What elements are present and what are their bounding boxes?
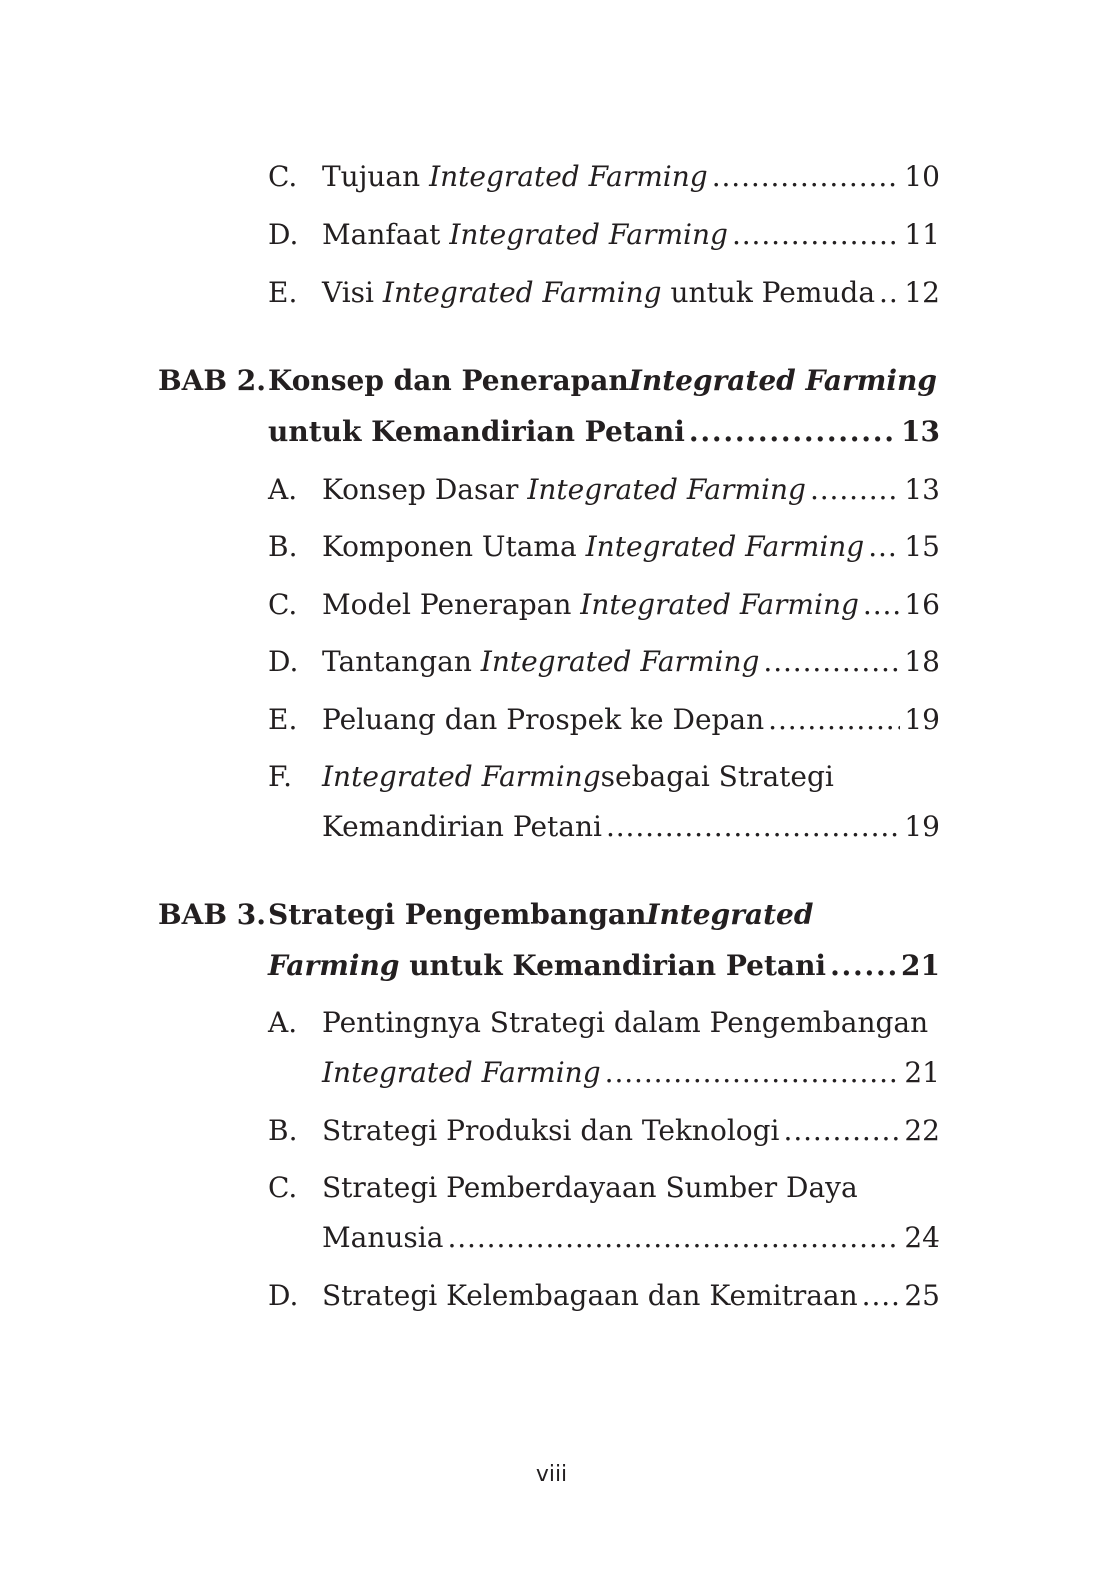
entry-text: Strategi Kelembagaan dan Kemitraan xyxy=(322,1279,858,1312)
toc-letter: C. xyxy=(268,588,298,621)
toc-entry[interactable] xyxy=(322,473,940,506)
toc-letter: F. xyxy=(268,760,292,793)
entry-text: Tujuan xyxy=(322,160,430,193)
toc-letter: B. xyxy=(268,530,298,563)
chapter-label: BAB 2. xyxy=(158,364,267,397)
entry-text: Tantangan xyxy=(322,645,481,678)
page-number: 19 xyxy=(904,703,940,736)
entry-text: Manusia xyxy=(322,1221,444,1254)
chapter-title-line2[interactable] xyxy=(268,949,940,982)
toc-entry[interactable] xyxy=(322,588,940,621)
chapter-title-line2[interactable] xyxy=(268,415,940,448)
entry-italic: Integrated Farming xyxy=(480,645,760,678)
toc-letter: C. xyxy=(268,160,298,193)
toc-letter: D. xyxy=(268,1279,299,1312)
entry-text: Peluang dan Prospek ke Depan xyxy=(322,703,765,736)
toc-letter: D. xyxy=(268,645,299,678)
entry-italic: Integrated Farming xyxy=(580,588,859,621)
chapter-title-italic: Integrated Farming xyxy=(628,364,937,397)
toc-entry[interactable] xyxy=(322,645,940,678)
page-number: 13 xyxy=(901,415,940,448)
entry-text: Komponen Utama xyxy=(322,530,586,563)
page-number: 10 xyxy=(904,160,940,193)
chapter-title-text: Konsep dan Penerapan xyxy=(268,364,629,397)
toc-letter: B. xyxy=(268,1114,298,1147)
toc-letter: A. xyxy=(268,1006,298,1039)
entry-text: untuk Pemuda xyxy=(661,276,876,309)
page-number: 21 xyxy=(901,949,940,982)
leader-dots xyxy=(768,706,900,734)
page-number: 12 xyxy=(904,276,940,309)
toc-letter: E. xyxy=(268,276,298,309)
toc-entry[interactable] xyxy=(322,1279,940,1312)
entry-text: Model Penerapan xyxy=(322,588,581,621)
page-number: 22 xyxy=(904,1114,940,1147)
leader-dots xyxy=(879,279,900,307)
entry-italic: Integrated Farming xyxy=(322,1056,601,1089)
page-number: 19 xyxy=(904,810,940,843)
entry-italic: Integrated Farming xyxy=(585,530,865,563)
page-number: 11 xyxy=(904,218,940,251)
toc-entry[interactable] xyxy=(322,703,940,736)
entry-text: Strategi Pemberdayaan Sumber Daya xyxy=(322,1171,858,1204)
page-number: 13 xyxy=(904,473,940,506)
leader-dots xyxy=(763,648,900,676)
toc-entry-line1[interactable] xyxy=(322,760,834,793)
chapter-title-text: untuk Kemandirian Petani xyxy=(399,949,827,982)
page-number: 24 xyxy=(904,1221,940,1254)
entry-text: Visi xyxy=(322,276,383,309)
chapter-title-italic: Integrated xyxy=(646,898,814,931)
chapter-label: BAB 3. xyxy=(158,898,267,931)
leader-dots xyxy=(447,1224,900,1252)
page-number: 15 xyxy=(904,530,940,563)
toc-entry[interactable] xyxy=(322,530,940,563)
page-number: 16 xyxy=(904,588,940,621)
leader-dots xyxy=(606,813,900,841)
leader-dots xyxy=(712,163,901,191)
leader-dots xyxy=(863,591,900,619)
entry-italic: Integrated Farming xyxy=(322,760,601,793)
toc-entry-line1[interactable] xyxy=(322,1171,858,1204)
leader-dots xyxy=(868,533,900,561)
entry-italic: Integrated Farming xyxy=(382,276,662,309)
page-number: 18 xyxy=(904,645,940,678)
leader-dots xyxy=(605,1059,901,1087)
page-number: 21 xyxy=(904,1056,940,1089)
chapter-title-text: untuk Kemandirian Petani xyxy=(268,415,685,448)
chapter-title-line1[interactable] xyxy=(268,898,814,931)
toc-entry-line2[interactable] xyxy=(322,1056,940,1089)
entry-text: sebagai Strategi xyxy=(600,760,834,793)
toc-letter: D. xyxy=(268,218,299,251)
toc-letter: C. xyxy=(268,1171,298,1204)
entry-text: Strategi Produksi dan Teknologi xyxy=(322,1114,780,1147)
entry-text: Konsep Dasar xyxy=(322,473,528,506)
leader-dots xyxy=(732,221,900,249)
entry-italic: Integrated Farming xyxy=(449,218,728,251)
toc-entry-line2[interactable] xyxy=(322,810,940,843)
toc-entry-line2[interactable] xyxy=(322,1221,940,1254)
entry-italic: Integrated Farming xyxy=(429,160,708,193)
page-folio: viii xyxy=(535,1462,568,1487)
toc-letter: E. xyxy=(268,703,298,736)
toc-entry[interactable] xyxy=(322,1114,940,1147)
chapter-title-italic: Farming xyxy=(268,949,400,982)
toc-entry[interactable] xyxy=(322,218,940,251)
leader-dots xyxy=(862,1282,901,1310)
leader-dots xyxy=(810,476,900,504)
page-number: 25 xyxy=(904,1279,940,1312)
toc-letter: A. xyxy=(268,473,298,506)
entry-text: Pentingnya Strategi dalam Pengembangan xyxy=(322,1006,929,1039)
toc-entry[interactable] xyxy=(322,276,940,309)
chapter-title-line1[interactable] xyxy=(268,364,937,397)
leader-dots xyxy=(689,418,897,446)
chapter-title-text: Strategi Pengembangan xyxy=(268,898,647,931)
leader-dots xyxy=(784,1117,901,1145)
toc-entry[interactable] xyxy=(322,160,940,193)
entry-text: Kemandirian Petani xyxy=(322,810,602,843)
entry-text: Manfaat xyxy=(322,218,450,251)
leader-dots xyxy=(830,952,897,980)
entry-italic: Integrated Farming xyxy=(527,473,806,506)
toc-entry-line1[interactable] xyxy=(322,1006,929,1039)
